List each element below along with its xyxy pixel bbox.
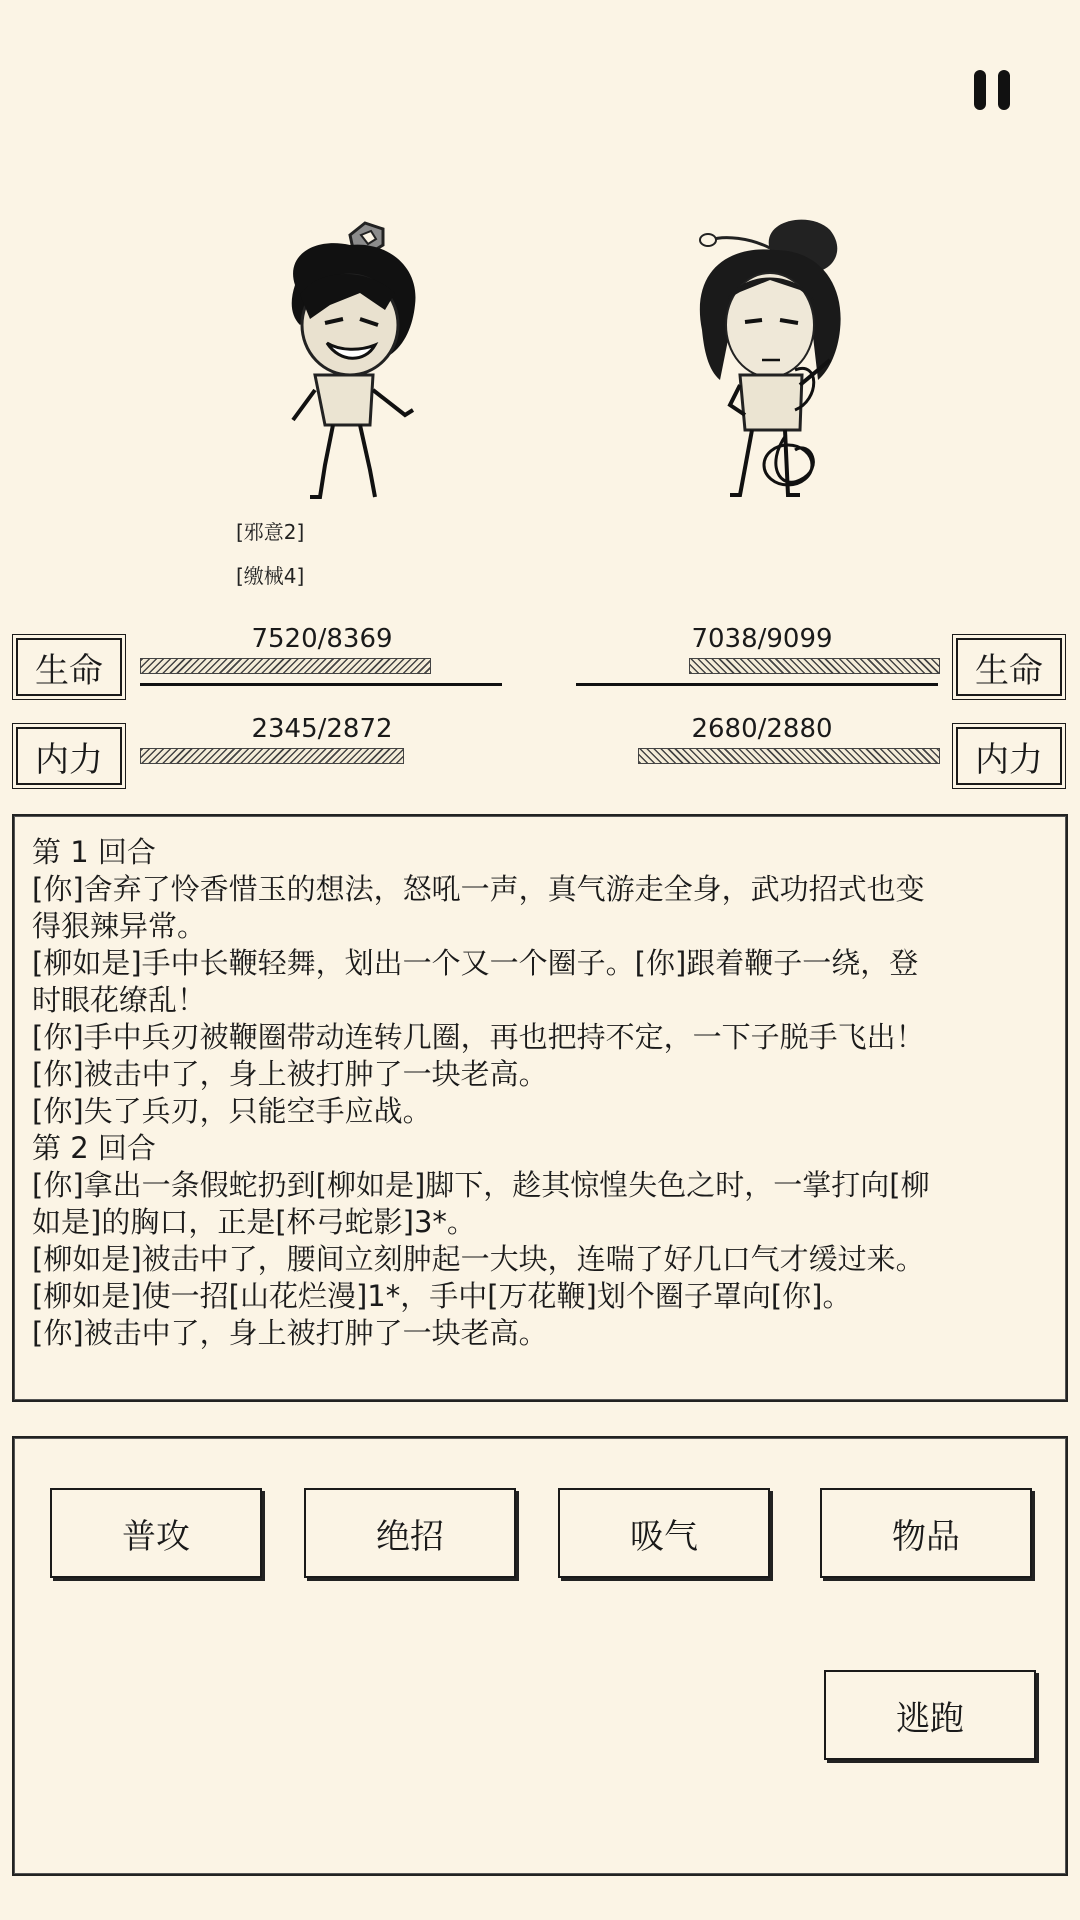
log-line: [你]被击中了，身上被打肿了一块老高。 — [32, 1316, 548, 1350]
player-status-effects — [236, 510, 304, 598]
action-panel — [12, 1436, 1068, 1876]
player-hp-label: 生命 — [16, 638, 122, 696]
enemy-hp-value: 7038/9099 — [691, 624, 833, 654]
log-line: 第 1 回合 — [32, 835, 156, 869]
flee-button[interactable]: 逃跑 — [824, 1670, 1036, 1760]
player-hp-bar — [140, 658, 431, 674]
enemy-mp-value: 2680/2880 — [691, 714, 833, 744]
log-line: [你]被击中了，身上被打肿了一块老高。 — [32, 1057, 548, 1091]
log-line: 时眼花缭乱！ — [32, 983, 207, 1017]
log-line: [你]失了兵刃，只能空手应战。 — [32, 1094, 432, 1128]
player-mp-bar — [140, 748, 404, 764]
enemy-mp-bar — [638, 748, 940, 764]
log-line: 第 2 回合 — [32, 1131, 156, 1165]
log-line: [柳如是]使一招[山花烂漫]1*，手中[万花鞭]划个圈子罩向[你]。 — [32, 1279, 852, 1313]
enemy-character — [690, 210, 860, 500]
log-line: [你]手中兵刃被鞭圈带动连转几圈，再也把持不定，一下子脱手飞出！ — [32, 1020, 925, 1054]
player-mp-label: 内力 — [16, 727, 122, 785]
player-character — [255, 215, 445, 505]
ultimate-button[interactable]: 绝招 — [304, 1488, 516, 1578]
attack-button[interactable]: 普攻 — [50, 1488, 262, 1578]
items-button[interactable]: 物品 — [820, 1488, 1032, 1578]
log-line: 得狠辣异常。 — [32, 909, 207, 943]
enemy-hp-bar — [689, 658, 940, 674]
enemy-hp-label: 生命 — [956, 638, 1062, 696]
battle-log — [14, 834, 1066, 1352]
enemy-mp-label: 内力 — [956, 727, 1062, 785]
log-line: [你]舍弃了怜香惜玉的想法，怒吼一声，真气游走全身，武功招式也变 — [32, 872, 925, 906]
battle-log-panel[interactable] — [12, 814, 1068, 1402]
log-line: [你]拿出一条假蛇扔到[柳如是]脚下，趁其惊惶失色之时，一掌打向[柳 — [32, 1168, 930, 1202]
player-mp-value: 2345/2872 — [251, 714, 393, 744]
player-hp-value: 7520/8369 — [251, 624, 393, 654]
status-effect: [邪意2] — [236, 520, 305, 544]
status-effect: [缴械4] — [236, 564, 305, 588]
pause-icon — [974, 70, 986, 110]
pause-button[interactable] — [968, 66, 1018, 114]
log-line: [柳如是]被击中了，腰间立刻肿起一大块，连喘了好几口气才缓过来。 — [32, 1242, 925, 1276]
breathe-button[interactable]: 吸气 — [558, 1488, 770, 1578]
log-line: [柳如是]手中长鞭轻舞，划出一个又一个圈子。[你]跟着鞭子一绕，登 — [32, 946, 919, 980]
log-line: 如是]的胸口，正是[杯弓蛇影]3*。 — [32, 1205, 476, 1239]
